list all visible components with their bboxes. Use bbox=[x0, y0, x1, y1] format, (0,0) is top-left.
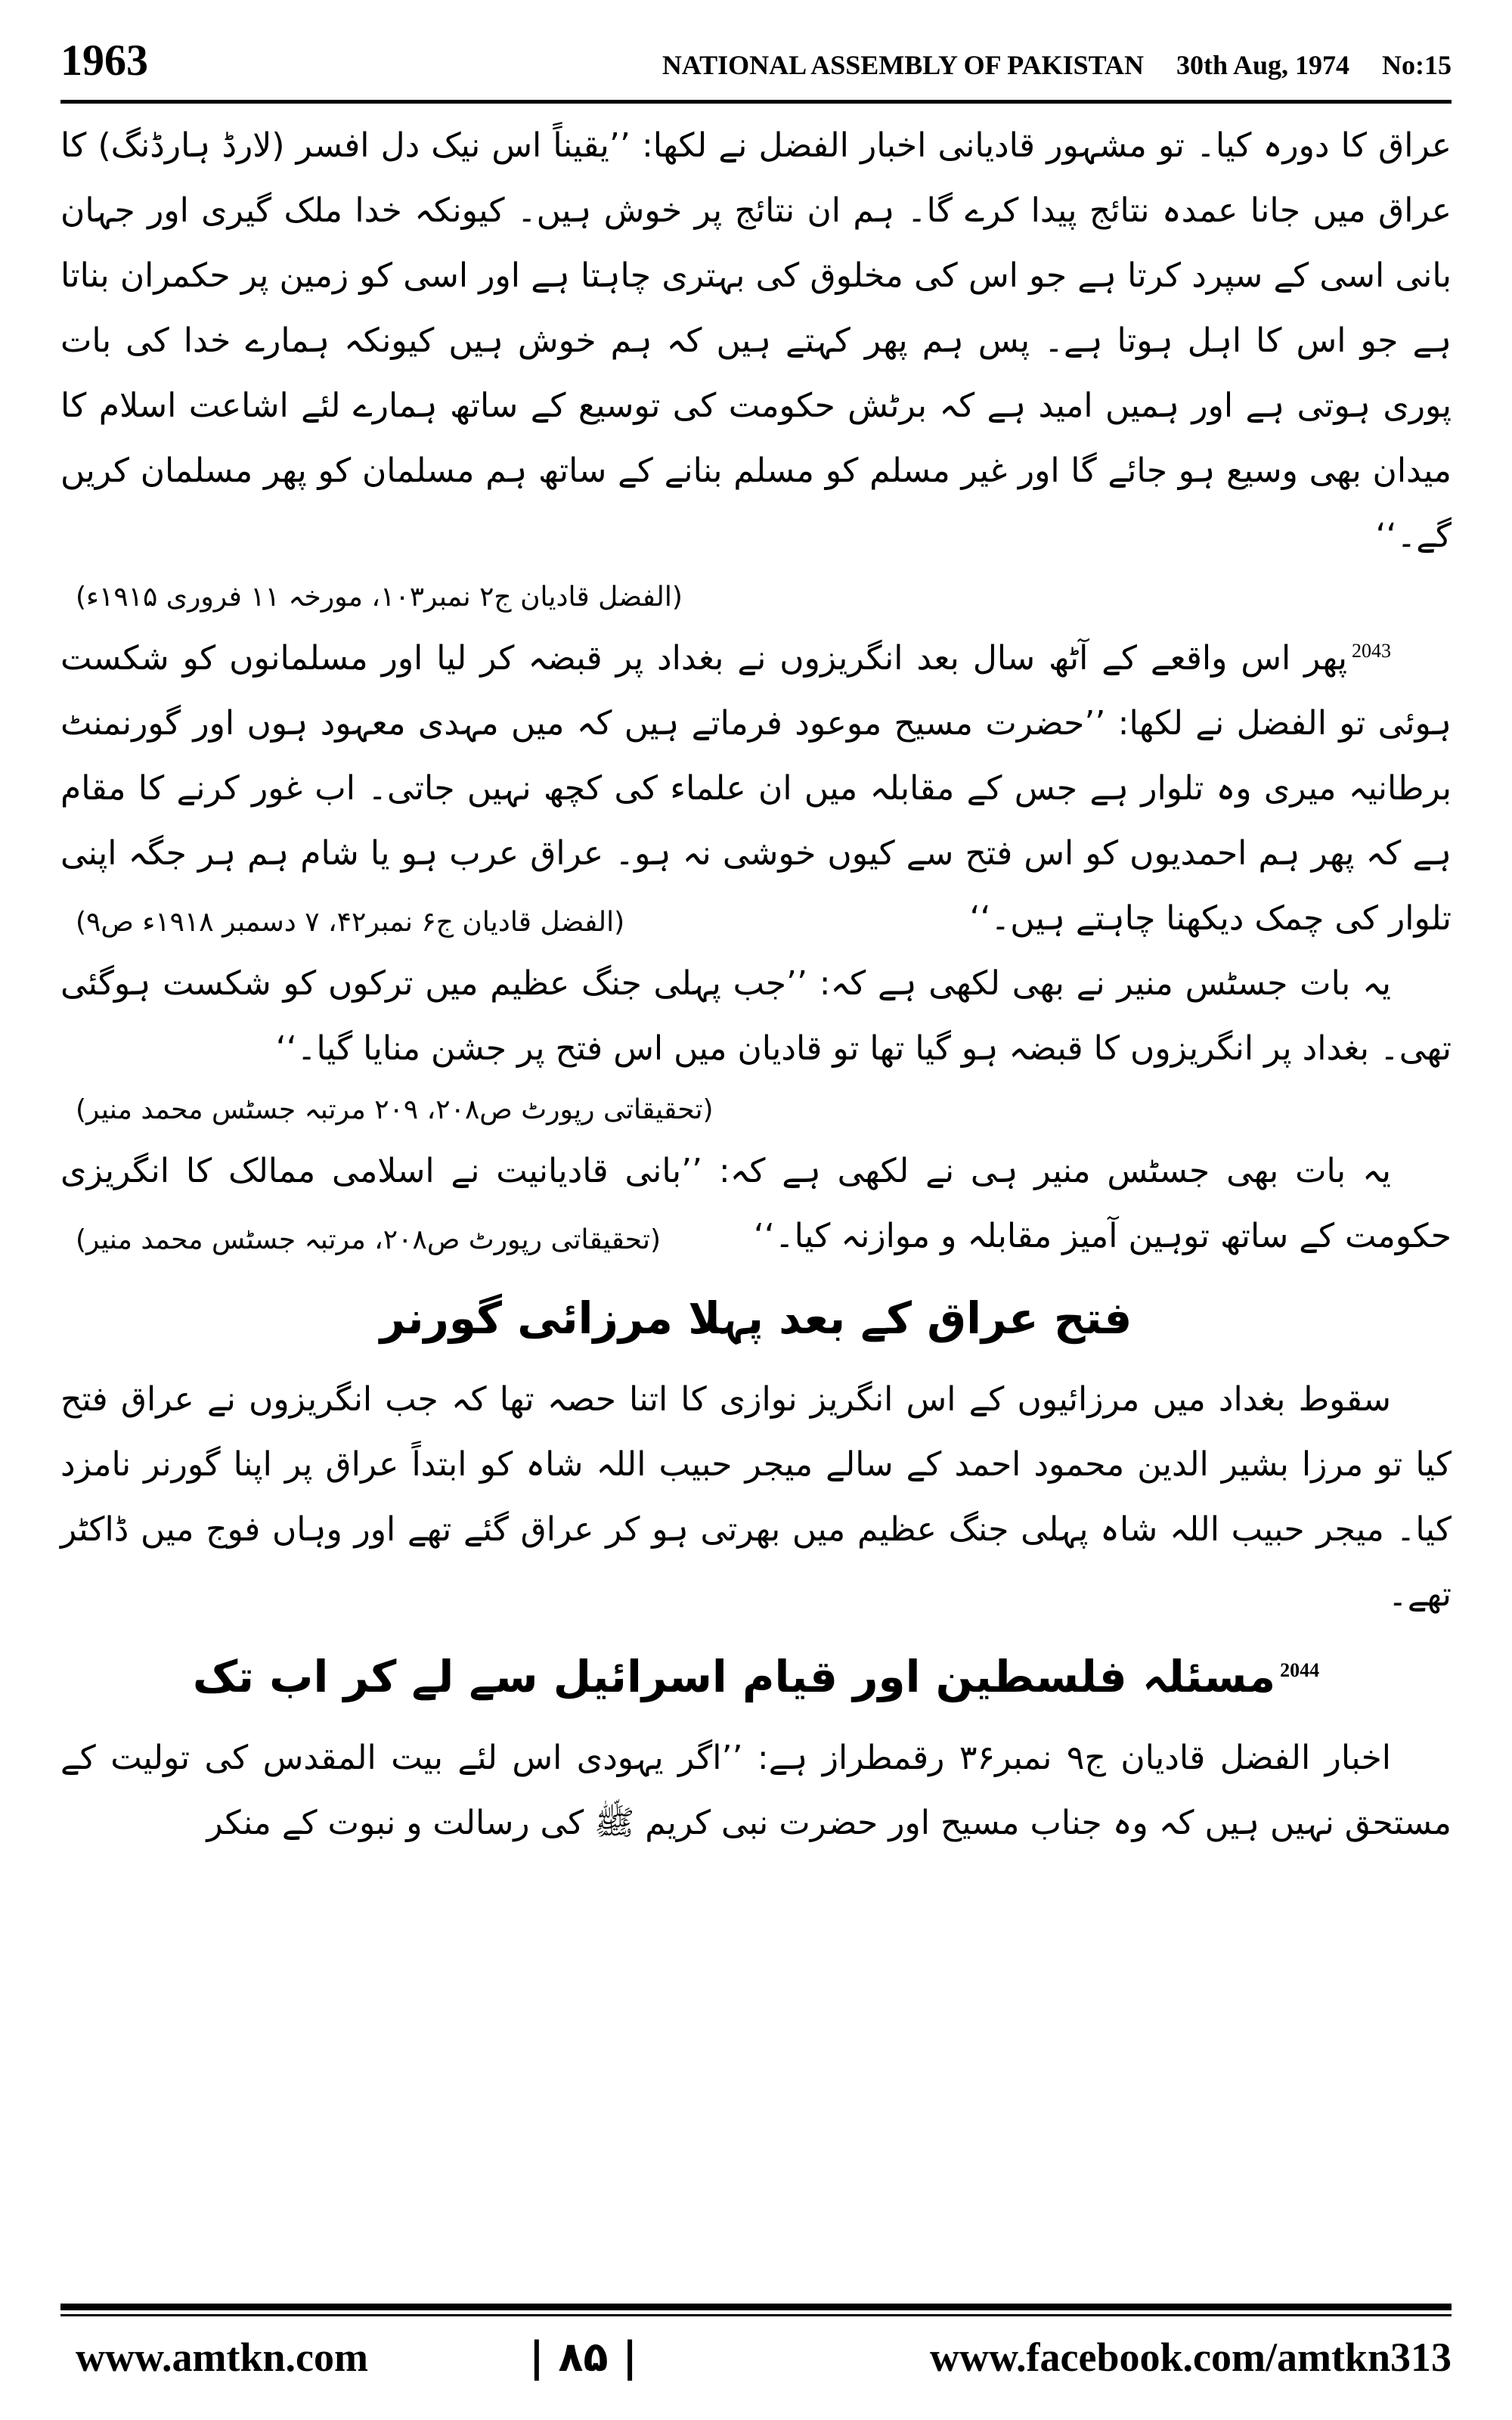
footnote-marker-2044: 2044 bbox=[1280, 1658, 1320, 1681]
header-divider bbox=[60, 100, 1452, 104]
paragraph-1: عراق کا دورہ کیا۔ تو مشہور قادیانی اخبار الفضل نے لکھا: ’’یقیناً اس نیک دل افسر (لارڈ ہارڈنگ) کا عراق میں جانا عمدہ نتائج پیدا کرے گا۔ ہم ان نتائج پر خوش ہیں۔ کیونکہ خدا ملک گیری اور جہان بانی اسی کے سپرد کرتا ہے جو اس کی مخلوق کی بہتری چاہتا ہے اور اسی کو زمین پر حکمران بناتا ہے جو اس کا اہل ہوتا ہے۔ پس ہم پھر کہتے ہیں کہ ہم خوش ہیں کیونکہ ہمارے خدا کی بات پوری ہوتی ہے اور ہمیں امید ہے کہ برٹش حکومت کی توسیع کے ساتھ ہمارے لئے اشاعت اسلام کا میدان بھی وسیع ہو جائے گا اور غیر مسلم کو مسلم بنانے کے ساتھ ہم مسلمان کو پھر مسلمان کریں گے۔‘‘ bbox=[60, 126, 1452, 555]
footer-page-marker: | ۸۵ | bbox=[529, 2333, 637, 2381]
header-meta bbox=[637, 42, 1452, 88]
page-footer bbox=[60, 2323, 1452, 2391]
paragraph-2-text: پھر اس واقعے کے آٹھ سال بعد انگریزوں نے بغداد پر قبضہ کر لیا اور مسلمانوں کو شکست ہوئی تو الفضل نے لکھا: ’’حضرت مسیح موعود فرماتے ہیں کہ میں مہدی معہود ہوں اور گورنمنٹ برطانیہ میری وہ تلوار ہے جس کے مقابلہ میں ان علماء کی کچھ نہیں جاتی۔ اب غور کرنے کا مقام ہے کہ پھر ہم احمدیوں کو اس فتح سے کیوں خوشی نہ ہو۔ عراق عرب ہو یا شام ہم ہر جگہ اپنی تلوار کی چمک دیکھنا چاہتے ہیں۔‘‘ bbox=[60, 639, 1452, 938]
citation-1: (الفضل قادیان ج۲ نمبر۱۰۳، مورخہ ۱۱ فروری ۱۹۱۵ء) bbox=[76, 582, 683, 613]
paragraph-4: یہ بات بھی جسٹس منیر ہی نے لکھی ہے کہ: ’’بانی قادیانیت نے اسلامی ممالک کا انگریزی حکومت کے ساتھ توہین آمیز مقابلہ و موازنہ کیا۔‘‘ bbox=[60, 1152, 1452, 1255]
page-header bbox=[60, 30, 1452, 98]
paragraph-5: سقوط بغداد میں مرزائیوں کے اس انگریز نوازی کا اتنا حصہ تھا کہ جب انگریزوں نے عراق فتح کیا تو مرزا بشیر الدین محمود احمد کے سالے میجر حبیب اللہ شاہ کو ابتداً عراق پر اپنا گورنر نامزد کیا۔ میجر حبیب اللہ شاہ پہلی جنگ عظیم میں بھرتی ہو کر عراق گئے تھے اور وہاں فوج میں ڈاکٹر تھے۔ bbox=[60, 1380, 1452, 1614]
section-heading-palestine bbox=[60, 1632, 1452, 1721]
footer-divider-thick bbox=[60, 2304, 1452, 2310]
issue-number: No:15 bbox=[1382, 50, 1452, 80]
section-heading-palestine-text: مسئلہ فلسطین اور قیام اسرائیل سے لے کر اب تک bbox=[192, 1651, 1276, 1702]
footer-divider-thin bbox=[60, 2314, 1452, 2316]
page-body bbox=[60, 113, 1452, 1856]
facebook-link[interactable]: www.facebook.com/amtkn313 bbox=[930, 2335, 1452, 2380]
paragraph-3: یہ بات جسٹس منیر نے بھی لکھی ہے کہ: ’’جب پہلی جنگ عظیم میں ترکوں کو شکست ہوگئی تھی۔ بغداد پر انگریزوں کا قبضہ ہو گیا تھا تو قادیان میں اس فتح پر جشن منایا گیا۔‘‘ bbox=[60, 964, 1452, 1068]
citation-2: (الفضل قادیان ج۶ نمبر۴۲، ۷ دسمبر ۱۹۱۸ء ص۹) bbox=[76, 907, 625, 938]
publication-name: NATIONAL ASSEMBLY OF PAKISTAN bbox=[662, 50, 1144, 80]
paragraph-6: اخبار الفضل قادیان ج۹ نمبر۳۶ رقمطراز ہے: ’’اگر یہودی اس لئے بیت المقدس کی تولیت کے مستحق نہیں ہیں کہ وہ جناب مسیح اور حضرت نبی کریم ﷺ کی رسالت و نبوت کے منکر bbox=[60, 1739, 1452, 1842]
website-link[interactable]: www.amtkn.com bbox=[76, 2335, 368, 2380]
publication-date: 30th Aug, 1974 bbox=[1176, 50, 1349, 80]
page-number: 1963 bbox=[60, 36, 148, 85]
citation-3: (تحقیقاتی رپورٹ ص۲۰۸، ۲۰۹ مرتبہ جسٹس محمد منیر) bbox=[76, 1094, 714, 1125]
footnote-marker-2043: 2043 bbox=[1352, 640, 1391, 662]
citation-4: (تحقیقاتی رپورٹ ص۲۰۸، مرتبہ جسٹس محمد منیر) bbox=[76, 1224, 662, 1255]
section-heading-iraq: فتح عراق کے بعد پہلا مرزائی گورنر bbox=[380, 1292, 1132, 1344]
